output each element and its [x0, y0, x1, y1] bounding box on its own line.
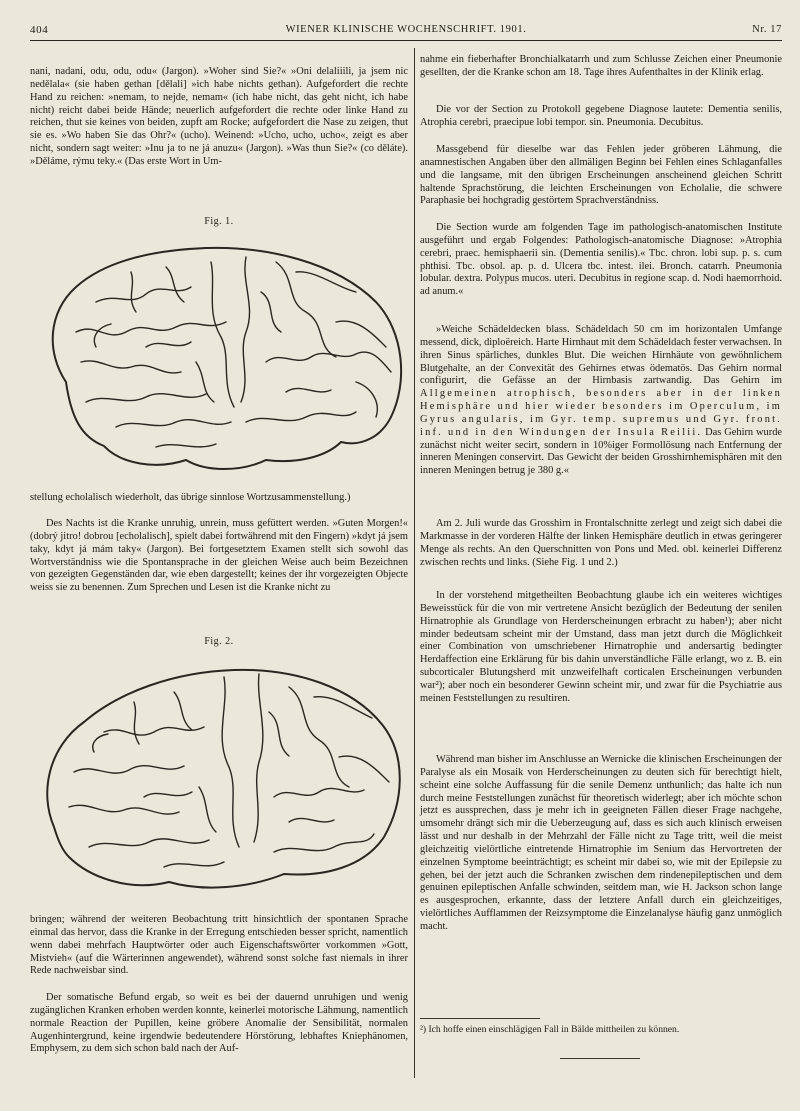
right-paragraph-7: In der vorstehend mitgetheilten Beobachtung glaube ich ein weiteres wichtiges Beweisstück für die von mir vertretene Ansicht bezüglich der Bedeutung der senilen Hirnatrophie als Grundlage von Herderscheinungen erbracht zu haben¹); aber nicht minder bedeutsam scheint mir der Umstand, dass man jetzt durch die Möglichkeit einer Combination von umschriebener Hirnatrophie und andersartig bedingter Herdaffection eine Erklärung für bis dahin unverständliche Fälle erlangt, wo z. B. ein subcorticaler Blutungsherd mit unzweifelhaft corticalen Erscheinungen verbunden war²); aber noch ein besonderer Gewinn scheint mir, und zwar für die Psychiatrie aus meinen Feststellungen zu resultiren.	[420, 590, 782, 704]
left-paragraph-5: Der somatische Befund ergab, so weit es bei der dauernd unruhigen und wenig zugänglichen Kranken erhoben werden konnte, keinerlei motorische Lähmung, namentlich normale Reaction der Pupillen, keine gröbere Anomalie der Sensibilität, normalen Augenhintergrund, keine irgendwie bedeutendere Hörstörung, lebhaftes Kniephänomen, Emphysem, zu dem sich schon bald nach der Auf-	[30, 992, 408, 1055]
right-paragraph-6: Am 2. Juli wurde das Grosshirn in Frontalschnitte zerlegt und zeigt sich dabei die Markmasse in der vorderen Hälfte der linken Hemisphäre deutlich in etwas geringerer Menge als rechts. An den Querschnitten von Pons und Med. obl. keinerlei Differenz zwischen rechts und links. (Siehe Fig. 1 und 2.)	[420, 518, 782, 568]
column-divider	[414, 48, 415, 1078]
right-paragraph-5	[420, 324, 782, 478]
right-paragraph-2: Die vor der Section zu Protokoll gegebene Diagnose lautete: Dementia senilis, Atrophia cerebri, praecipue lobi tempor. sin. Pneumonia. Decubitus.	[420, 104, 782, 128]
left-paragraph-3: Des Nachts ist die Kranke unruhig, unrein, muss gefüttert werden. »Guten Morgen!« (dobrý jitro! dobrou [echolalisch], spielt dabei fortwährend mit den Fingern) »kdyt já jsem taky, kdyt já mám taky« (Jargon). Bei fortgesetztem Examen stellt sich sowohl das Wortverständniss wie die Spontansprache in der gleichen Weise auch beim Bezeichnen von gezeigten Gegenständen dar, wie eben dargestellt; keines der ihr vorgezeigten Objecte weiss sie zu benennen. Zum Sprechen und Lesen ist die Kranke nicht zu	[30, 518, 408, 594]
section-report-text-a: »Weiche Schädeldecken blass. Schädeldach 50 cm im horizontalen Umfange messend, dick, diploëreich. Harte Hirnhaut mit dem Schädeldach fester verwachsen. In ihren Sinus spärliches, dunkles Blut. Die weichen Hirnhäute von gewöhnlichem Blutgehalte, an der Convexität des Gehirnes etwas ödematös. Das Gehirn normal configurirt, die Gefässe an der Hirnbasis zartwandig. Das Gehirn im	[420, 324, 782, 387]
left-paragraph-4: bringen; während der weiteren Beobachtung tritt hinsichtlich der spontanen Sprache einmal das hervor, dass die Kranke in der Erregung entschieden besser spricht, namentlich wenn dabei mehrfach Hauptwörter oder auch Eigenschaftswörter vorkommen »Gott, Mistvieh« (auf die Wärterinnen angewendet), während sonst solche fast niemals in ihrer Rede nachweisbar sind.	[30, 914, 408, 977]
left-paragraph-2: stellung echolalisch wiederholt, das übrige sinnlose Wortzusammenstellung.)	[30, 492, 351, 503]
journal-title: WIENER KLINISCHE WOCHENSCHRIFT. 1901.	[285, 24, 527, 35]
left-paragraph-1: nani, nadani, odu, odu, odu« (Jargon). »Woher sind Sie?« »Oni delaliiili, ja jsem nic nedělala« (sie haben gethan [dělali] »ich habe nichts gethan). Aufgefordert die rechte Hand zu reichen: »nemam, to nejde, nemam« (ich habe nicht, das geht nicht, ich habe nicht) reicht dabei beide Hände; neuerlich aufgefordert die rechte oder linke Hand zu reichen, thut sie keines von beiden, zupft am Rocke; aufgefordert die Nase zu zeigen, thut sie es. »Wo haben Sie das Ohr?« (ucho). Weinend: »Ucho, ucho, ucho«, zeigt es aber nicht, sondern sagt weiter: »Inu ja to ne já anuzu« (Jargon). »Was thun Sie?« (co děláte). »Děláme, rýmu teky.« (Das erste Wort in Um-	[30, 66, 408, 167]
running-header	[30, 18, 782, 40]
figure-1-caption: Fig. 1.	[204, 216, 234, 227]
figure-1-brain-illustration	[36, 232, 408, 477]
issue-number: Nr. 17	[752, 24, 782, 35]
section-report-text-c: Das Gehirn wurde zunächst nicht weiter secirt, sondern in 10%iger Formollösung nach Entfernung der inneren Meningen conservirt. Das Gewicht der beiden Grosshirnhemisphären mit den inneren Meningen betrug je 380 g.«	[420, 426, 782, 477]
section-report-emphasis: Allgemeinen atrophisch, besonders aber in der linken Hemisphäre und hier wieder besonders im Operculum, im Gyrus angularis, im Gyr. temp. supremus und Gyr. front. inf. und in den Windungen der Insula Reilii.	[420, 388, 782, 438]
right-paragraph-1: nahme ein fieberhafter Bronchialkatarrh und zum Schlusse Zeichen einer Pneumonie gesellten, der die Kranke schon am 18. Tage ihres Aufenthaltes in der Klinik erlag.	[420, 54, 782, 78]
right-paragraph-3: Massgebend für dieselbe war das Fehlen jeder gröberen Lähmung, die anamnestischen Angaben über den allmäligen Beginn bei Fehlen eines Schlaganfalles und die langsame, mit den übrigen Erscheinungen anscheinend gleichen Schritt haltende Sprachstörung, die leichten Erscheinungen von Echolalie, die schwere Paraphasie bei hochgradig gestörtem Sprachverständniss.	[420, 144, 782, 207]
header-rule	[30, 40, 782, 41]
figure-2-caption: Fig. 2.	[204, 636, 234, 647]
right-paragraph-8: Während man bisher im Anschlusse an Wernicke die klinischen Erscheinungen der Paralyse als ein Mosaik von Herderscheinungen zu deuten sich für berechtigt hielt, scheint eine solche Auffassung für die senile Demenz unthunlich; das halte ich nun durch meine Feststellungen zunächst für theoretisch widerlegt; aber ich möchte schon jetzt es aussprechen, dass je mehr ich in geeigneten Fällen dieser Frage nachgehe, umsomehr drängt sich mir die Ueberzeugung auf, dass es sich auch klinisch erweisen lässt und nur deshalb in der Mehrzahl der Fälle nicht zu Tage tritt, weil die meist gleichzeitig vielörtliche eintretende Hirnatrophie im Senium das Hervortreten der einzelnen Symptome beeinträchtigt; es scheint mir dabei so, wie mit der Epilepsie zu gehen, bei der jetzt auch die Schranken zwischen dem rindenepileptischen und dem genuinen epileptischen Anfalle schwinden, seitdem man, wie H. Jackson schon lange es ausgesprochen, erkannte, dass der letztere Anfall durch ein gleichzeitiges, vielörtliches Aufflammen der Reizsymptome die Einzelanalyse häufig ganz unmöglich macht.	[420, 754, 782, 932]
figure-2-brain-illustration	[34, 652, 406, 902]
footnote-rule	[420, 1018, 540, 1019]
right-paragraph-4: Die Section wurde am folgenden Tage im pathologisch-anatomischen Institute ausgeführt und ergab Folgendes: Pathologisch-anatomische Diagnose: »Atrophia cerebri, praec. hemisphaerii sin. (Dementia senilis).« Tbc. chron. lobi sup. p. s. cum phthisi. Tbc. obsol. ap. p. d. Ulcera tbc. intest. ilei. Bronch. catarrh. Pneumonia lobular. dextra. Polypus mucos. uteri. Decubitus in regione scap. d. Nodi haemorrhoid. ad anum.«	[420, 222, 782, 298]
end-rule	[560, 1058, 640, 1059]
page-number: 404	[30, 24, 49, 36]
footnote: ²) Ich hoffe einen einschlägigen Fall in Bälde mittheilen zu können.	[420, 1024, 680, 1035]
